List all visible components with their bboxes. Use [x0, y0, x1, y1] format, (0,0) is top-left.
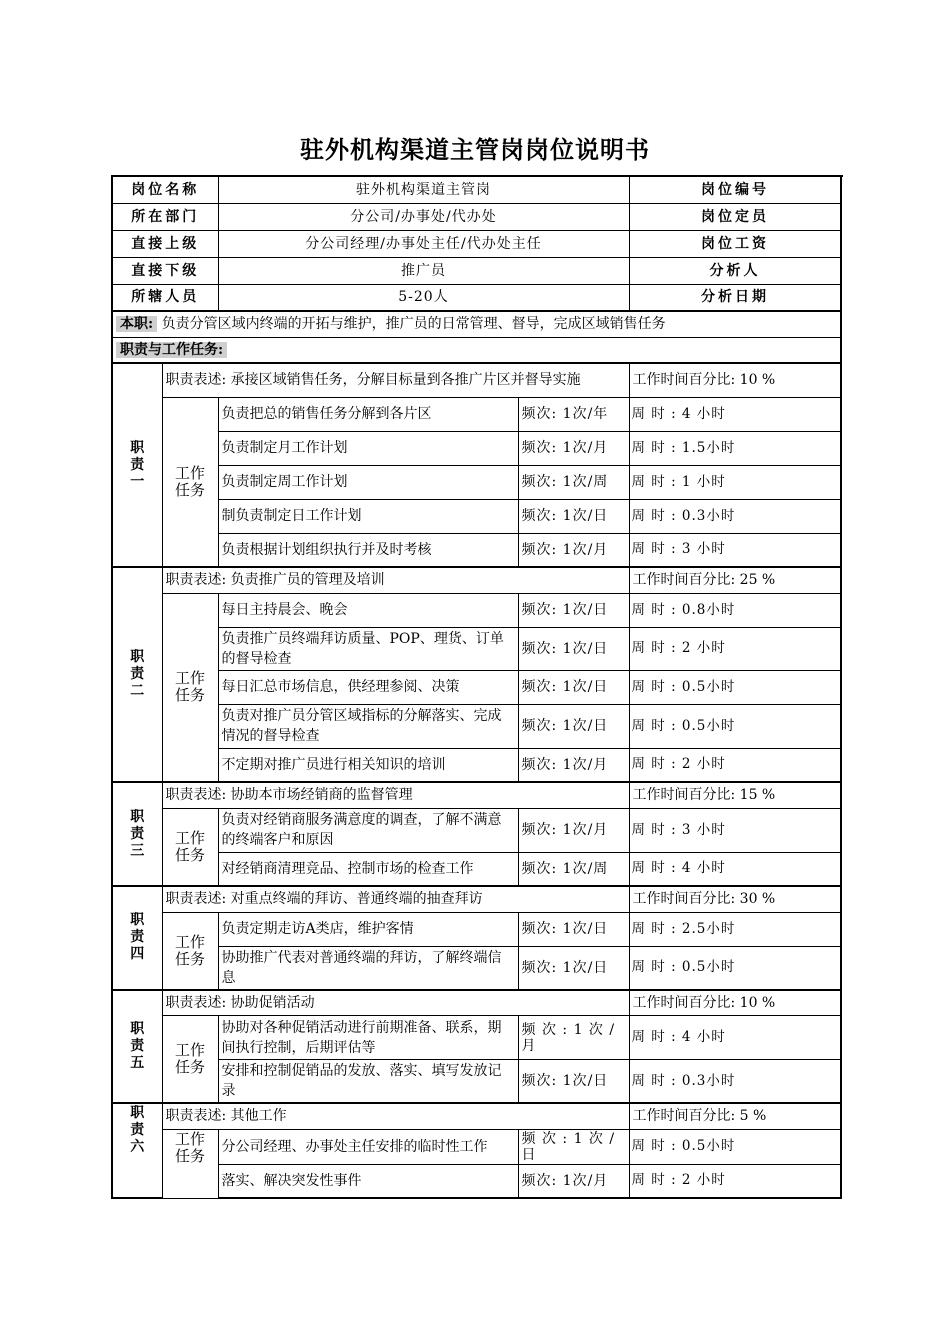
header-row	[112, 257, 841, 284]
task-frequency: 频次: 1次/周	[518, 852, 629, 886]
task-frequency: 频次: 1次/月	[518, 533, 629, 567]
page-title: 驻外机构渠道主管岗岗位说明书	[300, 136, 650, 164]
task-label	[162, 808, 218, 886]
task-hours: 周 时 : 0.8小时	[629, 593, 841, 627]
task-label-part: 工作	[174, 932, 205, 951]
duty-name	[112, 363, 162, 567]
task-hours: 周 时 : 4 小时	[629, 397, 841, 431]
task-row	[112, 533, 841, 567]
task-frequency: 频次: 1次/周	[518, 465, 629, 499]
task-label-part: 任务	[174, 845, 205, 864]
task-row	[112, 397, 841, 431]
duty-name-char: 责	[130, 456, 145, 473]
duty-time-ratio: 工作时间百分比: 10 %	[629, 363, 841, 397]
duty-name	[112, 886, 162, 990]
task-row	[112, 1060, 841, 1104]
duty-name-char: 责	[130, 666, 145, 682]
task-frequency: 频次: 1次/年	[518, 397, 629, 431]
task-frequency: 频次: 1次/日	[518, 946, 629, 990]
duty-name	[112, 990, 162, 1104]
duty-name-char: 职	[130, 912, 145, 929]
task-hours: 周 时 : 3 小时	[629, 808, 841, 852]
duty-description: 职责表述: 协助促销活动	[162, 990, 629, 1016]
duty-name-char: 责	[130, 1122, 145, 1138]
task-label-part: 任务	[174, 480, 205, 499]
task-text: 负责把总的销售任务分解到各片区	[218, 397, 518, 431]
task-text: 负责定期走访A类店，维护客情	[218, 912, 518, 946]
duty-time-ratio: 工作时间百分比: 10 %	[629, 990, 841, 1016]
header-row	[112, 230, 841, 257]
task-label	[162, 397, 218, 567]
task-hours: 周 时 : 0.5小时	[629, 704, 841, 748]
task-text: 每日主持晨会、晚会	[218, 593, 518, 627]
task-text: 分公司经理、办事处主任安排的临时性工作	[218, 1129, 518, 1164]
task-label-part: 工作	[174, 1041, 205, 1059]
task-frequency: 频次: 1次/月	[518, 808, 629, 852]
task-text: 制负责制定日工作计划	[218, 499, 518, 533]
task-label-part: 任务	[174, 949, 205, 968]
task-hours: 周 时 : 2 小时	[629, 627, 841, 670]
duty-name-char: 一	[130, 473, 145, 490]
task-row	[112, 704, 841, 748]
task-text: 负责制定月工作计划	[218, 431, 518, 465]
task-row	[112, 748, 841, 782]
task-row	[112, 912, 841, 946]
duty-time-ratio: 工作时间百分比: 5 %	[629, 1103, 841, 1129]
task-hours: 周 时 : 0.5小时	[629, 670, 841, 704]
task-label-part: 任务	[174, 1146, 205, 1165]
duty-name-char: 五	[130, 1054, 145, 1071]
header-row	[112, 284, 841, 311]
task-label-part: 工作	[174, 669, 205, 688]
header-label-2: 分析人	[629, 257, 841, 284]
mission-text: 负责分管区域内终端的开拓与维护，推广员的日常管理、督导，完成区域销售任务	[161, 316, 666, 333]
duty-name-char: 职	[130, 1020, 145, 1037]
header-value: 5-20人	[218, 284, 629, 311]
header-label: 所辖人员	[112, 284, 218, 311]
task-row	[112, 627, 841, 670]
task-hours: 周 时 : 2.5小时	[629, 912, 841, 946]
duty-desc-row	[112, 990, 841, 1016]
duty-desc-row	[112, 1103, 841, 1129]
task-label	[162, 912, 218, 990]
task-row	[112, 808, 841, 852]
duties-heading-row	[112, 337, 841, 363]
task-frequency: 频次: 1次/日	[518, 499, 629, 533]
header-label: 所在部门	[112, 203, 218, 230]
task-label-part: 工作	[174, 463, 205, 482]
task-label-part: 任务	[174, 686, 205, 705]
task-text: 协助对各种促销活动进行前期准备、联系，期间执行控制，后期评估等	[218, 1016, 518, 1060]
task-frequency: 频次: 1次/月	[518, 1164, 629, 1198]
task-text: 每日汇总市场信息，供经理参阅、决策	[218, 670, 518, 704]
task-row	[112, 431, 841, 465]
task-hours: 周 时 : 4 小时	[629, 852, 841, 886]
task-frequency: 频次: 1次/月	[518, 431, 629, 465]
job-description-table	[111, 175, 842, 1199]
task-frequency: 频 次 : 1 次 /月	[518, 1016, 629, 1060]
duty-desc-row	[112, 886, 841, 912]
task-hours: 周 时 : 2 小时	[629, 748, 841, 782]
duty-time-ratio: 工作时间百分比: 30 %	[629, 886, 841, 912]
task-text: 负责对推广员分管区域指标的分解落实、完成情况的督导检查	[218, 704, 518, 748]
task-hours: 周 时 : 3 小时	[629, 533, 841, 567]
duty-name-char: 责	[130, 1037, 145, 1054]
header-row	[112, 176, 841, 203]
task-row	[112, 852, 841, 886]
task-hours: 周 时 : 1 小时	[629, 465, 841, 499]
duty-name-char: 二	[130, 683, 145, 699]
duty-name	[112, 567, 162, 782]
header-label-2: 分析日期	[629, 284, 841, 311]
duty-name-char: 责	[130, 929, 145, 946]
task-label	[162, 1016, 218, 1104]
task-row	[112, 499, 841, 533]
duties-heading-cell	[112, 337, 841, 363]
task-row	[112, 946, 841, 990]
task-row	[112, 1129, 841, 1164]
task-text: 不定期对推广员进行相关知识的培训	[218, 748, 518, 782]
task-text: 负责推广员终端拜访质量、POP、理货、订单的督导检查	[218, 627, 518, 670]
task-text: 安排和控制促销品的发放、落实、填写发放记录	[218, 1060, 518, 1104]
mission-cell	[112, 311, 841, 337]
duty-name	[112, 1103, 162, 1198]
task-frequency: 频 次 : 1 次 /日	[518, 1129, 629, 1164]
header-value: 分公司/办事处/代办处	[218, 203, 629, 230]
duty-name-char: 四	[130, 946, 145, 963]
task-text: 负责根据计划组织执行并及时考核	[218, 533, 518, 567]
duty-description: 职责表述: 协助本市场经销商的监督管理	[162, 782, 629, 808]
task-label-part: 工作	[174, 1129, 205, 1148]
duty-description: 职责表述: 承接区域销售任务，分解目标量到各推广片区并督导实施	[162, 363, 629, 397]
duty-name-char: 职	[130, 808, 145, 825]
duty-desc-row	[112, 782, 841, 808]
duty-name	[112, 782, 162, 886]
task-frequency: 频次: 1次/日	[518, 912, 629, 946]
duty-description: 职责表述: 负责推广员的管理及培训	[162, 567, 629, 593]
task-hours: 周 时 : 1.5小时	[629, 431, 841, 465]
duty-description: 职责表述: 对重点终端的拜访、普通终端的抽查拜访	[162, 886, 629, 912]
header-label-2: 岗位编号	[629, 176, 841, 203]
task-frequency: 频次: 1次/日	[518, 704, 629, 748]
mission-label: 本职:	[116, 316, 157, 332]
header-label-2: 岗位定员	[629, 203, 841, 230]
duty-description: 职责表述: 其他工作	[162, 1103, 629, 1129]
task-text: 负责制定周工作计划	[218, 465, 518, 499]
task-text: 落实、解决突发性事件	[218, 1164, 518, 1198]
duty-name-char: 三	[130, 842, 145, 859]
task-frequency: 频次: 1次/日	[518, 627, 629, 670]
task-row	[112, 670, 841, 704]
header-label-2: 岗位工资	[629, 230, 841, 257]
duty-name-char: 职	[130, 649, 145, 665]
header-label: 岗位名称	[112, 176, 218, 203]
task-hours: 周 时 : 0.5小时	[629, 946, 841, 990]
duty-name-char: 六	[130, 1139, 145, 1155]
task-frequency: 频次: 1次/日	[518, 1060, 629, 1104]
task-frequency: 频次: 1次/日	[518, 670, 629, 704]
header-label: 直接上级	[112, 230, 218, 257]
header-value: 驻外机构渠道主管岗	[218, 176, 629, 203]
task-text: 对经销商清理竞品、控制市场的检查工作	[218, 852, 518, 886]
header-value: 推广员	[218, 257, 629, 284]
task-row	[112, 1016, 841, 1060]
mission-row	[112, 311, 841, 337]
task-text: 负责对经销商服务满意度的调查，了解不满意的终端客户和原因	[218, 808, 518, 852]
task-label-part: 任务	[174, 1058, 205, 1076]
task-row	[112, 1164, 841, 1198]
duties-heading: 职责与工作任务:	[116, 342, 227, 358]
task-text: 协助推广代表对普通终端的拜访，了解终端信息	[218, 946, 518, 990]
task-row	[112, 593, 841, 627]
task-frequency: 频次: 1次/日	[518, 593, 629, 627]
duty-time-ratio: 工作时间百分比: 25 %	[629, 567, 841, 593]
task-label	[162, 1129, 218, 1198]
duty-name-char: 职	[130, 1105, 145, 1121]
task-label-part: 工作	[174, 828, 205, 847]
duty-name-char: 责	[130, 825, 145, 842]
duty-desc-row	[112, 567, 841, 593]
task-row	[112, 465, 841, 499]
task-hours: 周 时 : 4 小时	[629, 1016, 841, 1060]
duty-desc-row	[112, 363, 841, 397]
task-hours: 周 时 : 0.5小时	[629, 1129, 841, 1164]
task-hours: 周 时 : 0.3小时	[629, 1060, 841, 1104]
duty-time-ratio: 工作时间百分比: 15 %	[629, 782, 841, 808]
task-hours: 周 时 : 0.3小时	[629, 499, 841, 533]
header-value: 分公司经理/办事处主任/代办处主任	[218, 230, 629, 257]
task-label	[162, 593, 218, 782]
task-hours: 周 时 : 2 小时	[629, 1164, 841, 1198]
header-row	[112, 203, 841, 230]
task-frequency: 频次: 1次/月	[518, 748, 629, 782]
duty-name-char: 职	[130, 439, 145, 456]
header-label: 直接下级	[112, 257, 218, 284]
